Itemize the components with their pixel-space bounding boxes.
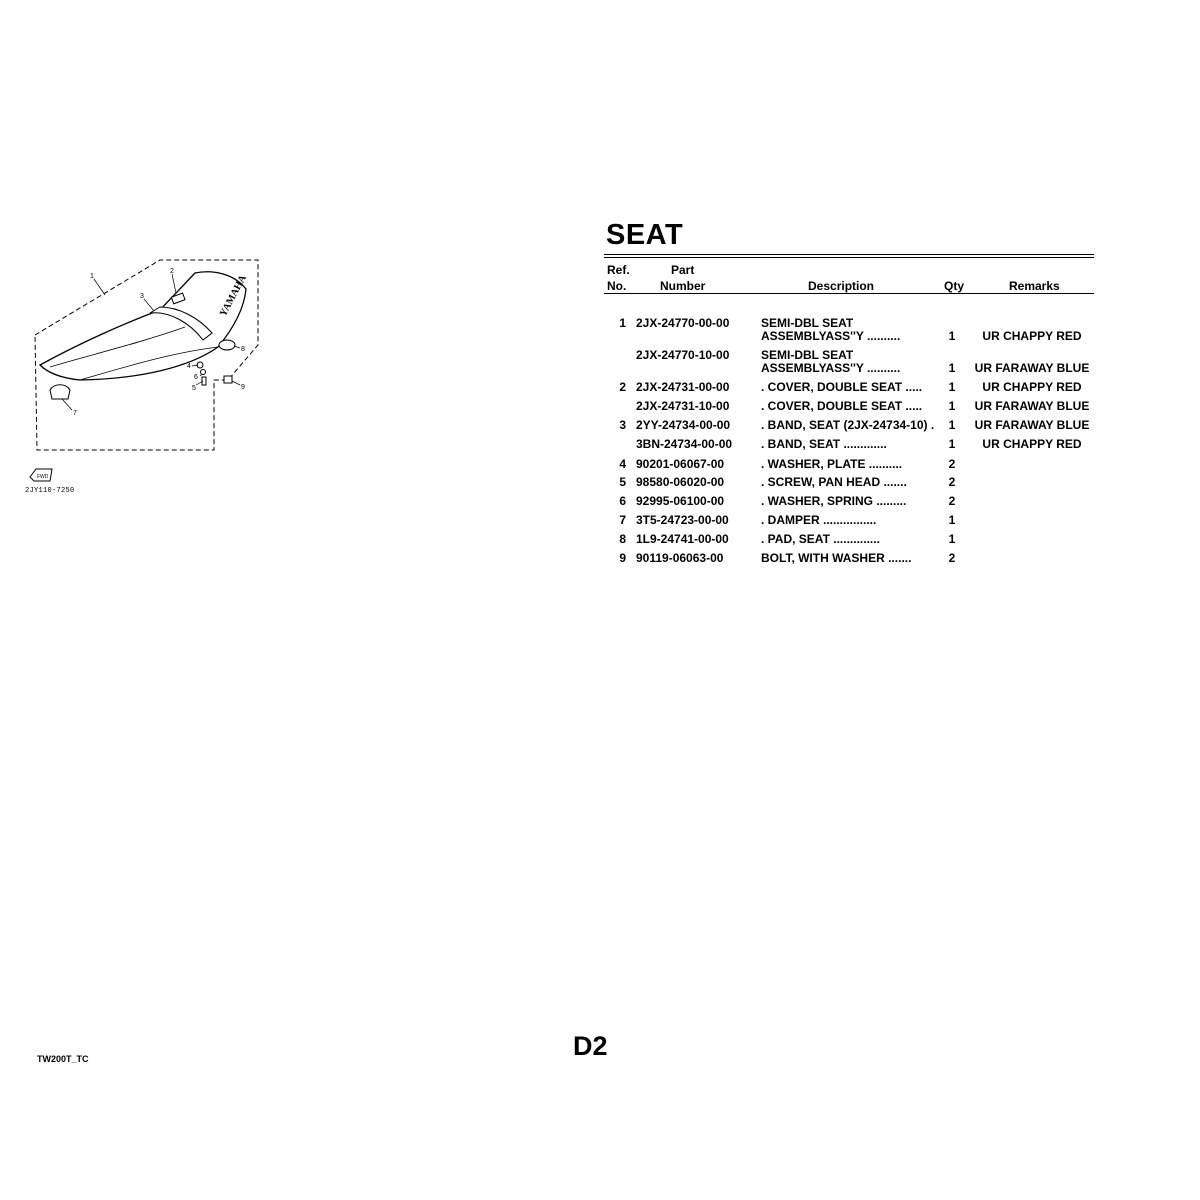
table-row	[604, 418, 1094, 434]
row-description: . PAD, SEAT ..............	[761, 532, 880, 546]
row-qty: 1	[948, 329, 956, 343]
table-row	[604, 399, 1094, 415]
table-row	[604, 361, 1094, 377]
table-row	[604, 475, 1094, 491]
table-row	[604, 532, 1094, 548]
callout-6: 6	[194, 374, 198, 381]
callout-2: 2	[170, 268, 174, 275]
row-ref: 8	[619, 532, 626, 546]
row-description: . BAND, SEAT (2JX-24734-10) .	[761, 418, 935, 432]
row-remarks: UR FARAWAY BLUE	[974, 361, 1090, 375]
row-description: BOLT, WITH WASHER .......	[761, 551, 912, 565]
row-remarks: UR CHAPPY RED	[982, 380, 1082, 394]
row-ref: 1	[619, 316, 626, 330]
row-description: . DAMPER ................	[761, 513, 877, 527]
row-part-number: 90201-06067-00	[636, 457, 725, 471]
table-row	[604, 437, 1094, 453]
seat-pad-part	[219, 340, 235, 350]
header-rule	[604, 293, 1094, 294]
seat-body	[40, 272, 246, 380]
row-qty: 1	[948, 513, 956, 527]
row-qty: 1	[948, 380, 956, 394]
row-qty: 2	[948, 475, 956, 489]
seat-diagram-svg	[20, 255, 270, 505]
bolt-part	[224, 376, 232, 383]
row-description-line2: ASSEMBLYASS''Y ..........	[761, 361, 901, 375]
row-ref: 3	[619, 418, 626, 432]
row-part-number: 3BN-24734-00-00	[636, 437, 733, 451]
header-remarks: Remarks	[1009, 279, 1060, 293]
row-remarks: UR CHAPPY RED	[982, 437, 1082, 451]
row-remarks: UR FARAWAY BLUE	[974, 399, 1090, 413]
callout-3: 3	[140, 293, 144, 300]
row-ref: 6	[619, 494, 626, 508]
row-qty: 2	[948, 457, 956, 471]
callout-5: 5	[192, 385, 196, 392]
callout-4: 4	[187, 363, 191, 370]
row-qty: 1	[948, 418, 956, 432]
title-rule-double	[604, 257, 1094, 258]
callout-9: 9	[241, 384, 245, 391]
row-part-number: 98580-06020-00	[636, 475, 725, 489]
table-row	[604, 494, 1094, 510]
row-remarks: UR FARAWAY BLUE	[974, 418, 1090, 432]
row-part-number: 90119-06063-00	[636, 551, 724, 565]
title-rule	[604, 254, 1094, 255]
row-description: . WASHER, PLATE ..........	[761, 457, 903, 471]
row-description: . BAND, SEAT .............	[761, 437, 887, 451]
page-identifier: D2	[573, 1031, 608, 1061]
table-row	[604, 551, 1094, 567]
row-qty: 1	[948, 532, 956, 546]
row-qty: 2	[948, 551, 956, 565]
page-title: SEAT	[606, 219, 684, 251]
row-part-number: 2JX-24770-10-00	[636, 348, 730, 362]
callout-1: 1	[90, 273, 94, 280]
row-ref: 4	[619, 457, 626, 471]
row-part-number: 1L9-24741-00-00	[636, 532, 729, 546]
row-remarks: UR CHAPPY RED	[982, 329, 1082, 343]
damper-part	[50, 385, 70, 399]
row-description: . WASHER, SPRING .........	[761, 494, 907, 508]
row-part-number: 2YY-24734-00-00	[636, 418, 731, 432]
footer-model-code: TW200T_TC	[37, 1054, 89, 1064]
fwd-label: FWD	[37, 474, 49, 480]
row-description: . SCREW, PAN HEAD .......	[761, 475, 907, 489]
row-ref: 7	[619, 513, 626, 527]
row-qty: 1	[948, 361, 956, 375]
header-ref-line2: No.	[607, 279, 627, 293]
diagram-code: 2JY110-7250	[25, 487, 75, 495]
row-part-number: 3T5-24723-00-00	[636, 513, 729, 527]
row-description: . COVER, DOUBLE SEAT .....	[761, 399, 923, 413]
table-row	[604, 513, 1094, 529]
row-qty: 1	[948, 399, 956, 413]
row-description: . COVER, DOUBLE SEAT .....	[761, 380, 923, 394]
row-description-line1: SEMI-DBL SEAT	[761, 316, 854, 330]
callout-7: 7	[73, 410, 77, 417]
table-row	[604, 380, 1094, 396]
row-ref: 2	[619, 380, 626, 394]
header-qty: Qty	[944, 279, 965, 293]
header-part-line2: Number	[660, 279, 706, 293]
table-row	[604, 457, 1094, 473]
seat-exploded-diagram	[20, 255, 270, 505]
row-part-number: 2JX-24770-00-00	[636, 316, 730, 330]
row-ref: 5	[619, 475, 626, 489]
row-part-number: 92995-06100-00	[636, 494, 725, 508]
row-qty: 1	[948, 437, 956, 451]
callout-8: 8	[241, 346, 245, 353]
seat-brand-text: YAMAHA	[217, 273, 249, 319]
row-qty: 2	[948, 494, 956, 508]
header-description: Description	[808, 279, 875, 293]
header-part-line1: Part	[671, 263, 695, 277]
header-ref-line1: Ref.	[607, 263, 630, 277]
row-ref: 9	[619, 551, 626, 565]
row-description-line1: SEMI-DBL SEAT	[761, 348, 854, 362]
spring-washer-part	[201, 370, 206, 375]
row-part-number: 2JX-24731-00-00	[636, 380, 730, 394]
row-description-line2: ASSEMBLYASS''Y ..........	[761, 329, 901, 343]
row-part-number: 2JX-24731-10-00	[636, 399, 730, 413]
